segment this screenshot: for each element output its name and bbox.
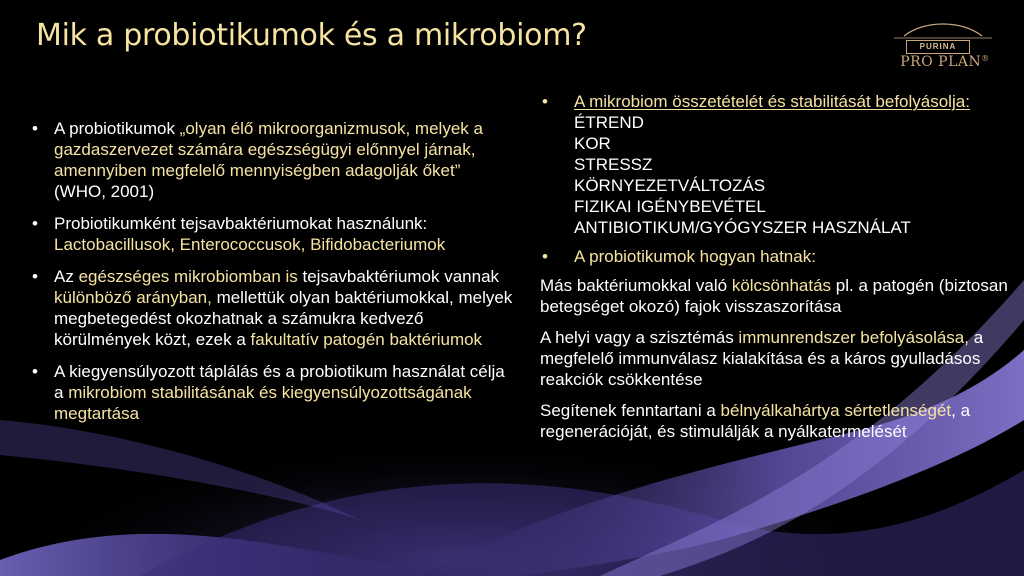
mechanism-mucosa: Segítenek fenntartani a bélnyálkahártya sértetlenségét, a regenerációját, és stimulálják a nyálkatermelését bbox=[540, 401, 971, 441]
bullet-probiotic-definition: • A probiotikumok „olyan élő mikroorganizmusok, melyek a gazdaszervezet számára egészségügyi előnnyel járnak, amennyiben megfelelő mennyiségben adagolják őket” (WHO, 2001) bbox=[32, 119, 483, 201]
slide-title: Mik a probiotikumok és a mikrobiom? bbox=[36, 18, 587, 53]
factor-item: KÖRNYEZETVÁLTOZÁS bbox=[574, 176, 766, 195]
factors-heading: A mikrobiom összetételét és stabilitását befolyásolja: bbox=[574, 92, 970, 111]
right-column bbox=[540, 91, 1012, 452]
bullet-dot-icon: • bbox=[32, 214, 38, 233]
bullet-microbiome-factors bbox=[540, 91, 1012, 238]
bullet-balanced-nutrition: • A kiegyensúlyozott táplálás és a probiotikum használat célja a mikrobiom stabilitásának és kiegyensúlyozottságának megtartása bbox=[32, 362, 505, 423]
bullet-dot-icon: • bbox=[32, 267, 38, 286]
factor-item: ANTIBIOTIKUM/GYÓGYSZER HASZNÁLAT bbox=[574, 218, 911, 237]
logo-proplan-text: PRO PLAN® bbox=[900, 54, 990, 70]
bullet-dot-icon: • bbox=[32, 119, 38, 138]
logo-purina-text: PURINA bbox=[906, 40, 970, 54]
bullet-healthy-microbiome: • Az egészséges mikrobiomban is tejsavbaktériumok vannak különböző arányban, mellettük olyan baktériumokkal, melyek megbetegedést okozhatnak a számukra kedvező körülmények közt, ezek a fakultatív patogén baktériumok bbox=[32, 267, 513, 349]
factor-item: KOR bbox=[574, 134, 611, 153]
bullet-how-probiotics-work bbox=[540, 246, 1012, 267]
factor-item: STRESSZ bbox=[574, 155, 653, 174]
bullet-lactic-bacteria: • Probiotikumként tejsavbaktériumokat használunk: Lactobacillusok, Enterococcusok, Bifidobacteriumok bbox=[32, 214, 446, 254]
bacteria-genera: Lactobacillusok, Enterococcusok, Bifidobacteriumok bbox=[54, 235, 446, 254]
who-definition-quote: „olyan élő mikroorganizmusok, melyek a gazdaszervezet számára egészségügyi előnnyel járnak, amennyiben megfelelő mennyiségben adagolják őket” bbox=[54, 119, 483, 180]
bullet-dot-icon: • bbox=[542, 247, 548, 266]
factor-item: ÉTREND bbox=[574, 113, 644, 132]
factor-item: FIZIKAI IGÉNYBEVÉTEL bbox=[574, 197, 766, 216]
mechanism-immune: A helyi vagy a szisztémás immunrendszer befolyásolása, a megfelelő immunválasz kialakítása és a káros gyulladásos reakciók csökkentése bbox=[540, 328, 984, 389]
left-column bbox=[30, 118, 515, 435]
mechanism-heading: A probiotikumok hogyan hatnak: bbox=[574, 247, 816, 266]
purina-pro-plan-logo bbox=[884, 18, 1002, 74]
bullet-dot-icon: • bbox=[32, 362, 38, 381]
left-bullet-list bbox=[30, 118, 515, 424]
right-bullet-list bbox=[540, 91, 1012, 267]
mechanism-interaction: Más baktériumokkal való kölcsönhatás pl. a patogén (biztosan betegséget okozó) fajok visszaszorítása bbox=[540, 276, 1008, 316]
bullet-dot-icon: • bbox=[542, 92, 548, 111]
